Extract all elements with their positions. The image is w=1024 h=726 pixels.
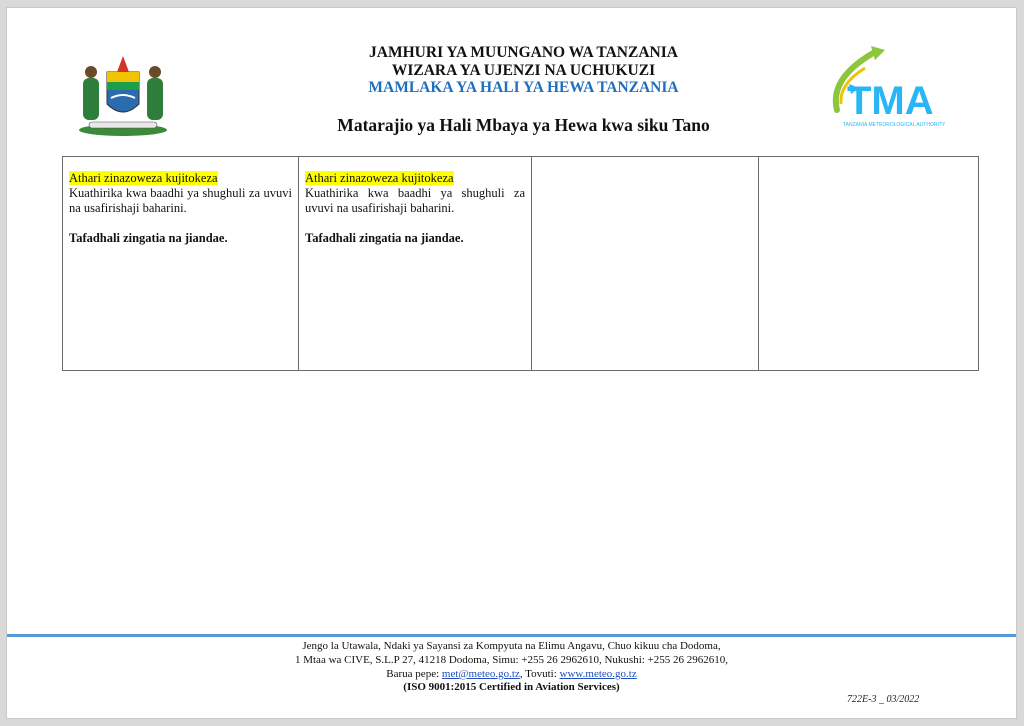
document-reference: 722E-3 _ 03/2022 [847,694,920,705]
table-row [63,157,979,371]
tma-tagline: TANZANIA METEOROLOGICAL AUTHORITY [843,122,946,128]
footer-divider [7,634,1016,637]
web-label: , Tovuti: [519,668,560,680]
advice-text: Tafadhali zingatia na jiandae. [69,231,228,245]
email-label: Barua pepe: [386,668,442,680]
footer-certification: (ISO 9001:2015 Certified in Aviation Services) [403,681,620,693]
tma-logo-text: TMA [847,79,934,123]
forecast-day-1 [63,157,299,371]
ministry-name: WIZARA YA UJENZI NA UCHUKUZI [391,62,656,79]
advice-text: Tafadhali zingatia na jiandae. [305,231,464,245]
footer-address-line-1: Jengo la Utawala, Ndaki ya Sayansi za Kompyuta na Elimu Angavu, Chuo kikuu cha Dodoma, [302,640,721,652]
document-page [7,8,1016,718]
forecast-day-4 [759,157,979,371]
authority-name: MAMLAKA YA HALI YA HEWA TANZANIA [368,79,679,96]
email-link[interactable]: met@meteo.go.tz [441,668,520,680]
tma-logo-icon [819,44,949,128]
footer-contact-line [7,668,1016,680]
impact-text: Kuathirika kwa baadhi ya shughuli za uvuvi na usafirishaji baharini. [305,186,525,215]
footer-address-line-2: 1 Mtaa wa CIVE, S.L.P 27, 41218 Dodoma, Simu: +255 26 2962610, Nukushi: +255 26 2962610, [294,654,729,666]
website-link[interactable]: www.meteo.go.tz [559,668,637,680]
impact-text: Kuathirika kwa baadhi ya shughuli za uvuvi na usafirishaji baharini. [69,186,292,215]
forecast-table [62,156,979,371]
impact-heading: Athari zinazoweza kujitokeza [305,171,454,185]
document-title: Matarajio ya Hali Mbaya ya Hewa kwa siku Tano [337,115,710,135]
republic-name: JAMHURI YA MUUNGANO WA TANZANIA [369,44,678,61]
impact-heading: Athari zinazoweza kujitokeza [69,171,218,185]
forecast-day-3 [532,157,759,371]
forecast-day-2 [299,157,532,371]
